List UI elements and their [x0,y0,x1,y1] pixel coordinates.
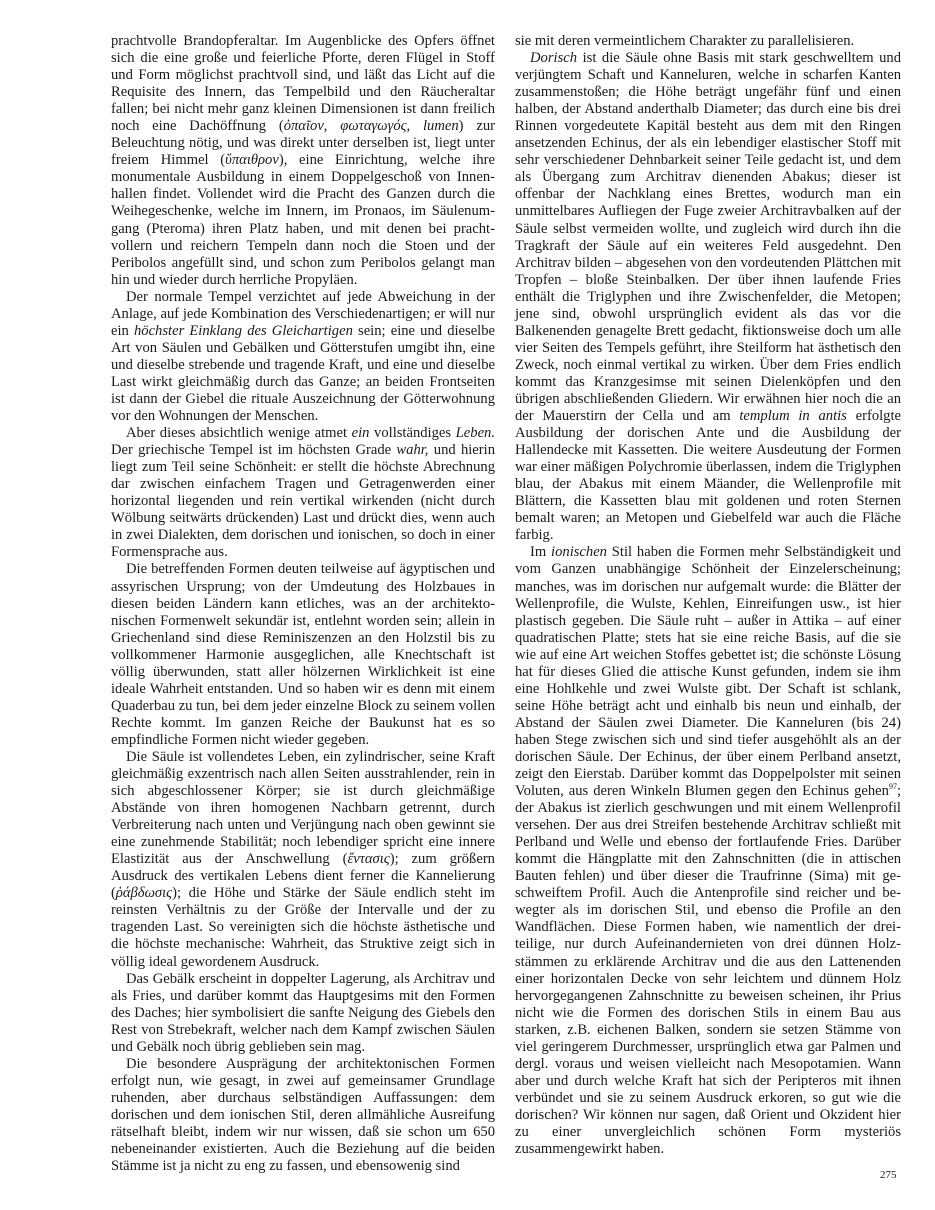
italic-run: ἔντασις [347,851,390,868]
footnote-ref: 97 [888,782,897,792]
italic-run: ionischen [551,544,607,561]
paragraph: Dorisch ist die Säule ohne Basis mit stark geschwelltem und verjüngtem Schaft und Kanneluren, welche in scharfen Kanten zusammenstoßen; die Höhe beträgt ungefähr fünf und einen halben, der Abstand anderthalb Diameter; das durch eine bis drei Rinnen vorgedeutete Kapitäl besteht aus dem mit den Ringen ansetzenden Echinus, der als ein lebendiger elastischer Stoff mit sehr verschiedener Dehnbarkeit seiner Teile gedacht ist, und dem als Übergang zum Architrav dienenden Abakus; dieser ist offenbar der Nachklang eines Brettes, wodurch man ein unmittelbares Aufliegen der Fuge zweier Architravbalken auf der Säule selbst vermeiden wollte, und zugleich wird durch ihn die Tragkraft der Säule auf ein weiteres Feld ausgedehnt. Den Architrav bilden – abgesehen von den vordeutenden Plättchen mit Tropfen – bloße Steinbalken. Der über ihnen laufende Fries enthält die Triglyphen und ihre Zwischenfelder, die Metopen; jene sind, obwohl ursprünglich evident als das vor die Balkenenden genagelte Brett gedacht, fiktionsweise doch um alle vier Seiten des Tempels geführt, ihre Steilform hat ästhetisch den Zweck, noch einmal vertikal zu wirken. Über dem Fries endlich kommt das Kranzgesimse mit seinen Dielenköpfen und den übrigen abschließenden Gliedern. Wir erwähnen hier noch die an der Mauerstirn der Cella und am templum in antis erfolgte Ausbildung der dorischen Ante und die Ausbildung der Hallendecke mit Kassetten. Die weitere Ausdeutung der Formen war einer mäßigen Polychromie überlassen, indem die Triglyphen blau, der Abakus mit einem Mäander, die Wellenprofile mit Blättern, die Kassetten blau mit goldenen und roten Sternen bemalt waren; an Metopen und Giebelfeld war auch die Fläche farbig. [515,50,902,544]
left-column [111,33,495,1175]
italic-run: Leben. [455,425,495,442]
italic-run: Dorisch [530,50,578,67]
right-column [515,33,901,1158]
italic-run: ὀπαῖον, φωταγωγός, lumen [283,118,459,135]
italic-run: ὕπαιθρον [225,152,279,169]
italic-run: wahr, [396,442,429,459]
paragraph: Der normale Tempel verzichtet auf jede Abweichung in der Anlage, auf jede Kombination des Verschiedenartigen; er will nur ein höchster Einklang des Gleichartigen sein; eine und dieselbe Art von Säulen und Gebälken und Götterstufen umgibt ihn, eine und dieselbe strebende und tragende Kraft, und eine und dieselbe Last wirkt gleichmäßig durch das Ganze; an beiden Frontseiten ist dann der Giebel die rituale Auszeichnung der Götterwohnung vor den Wohnungen der Menschen. [111,288,496,425]
italic-run: höchster Einklang des Gleichartigen [133,322,353,339]
paragraph: sie mit deren vermeintlichem Charakter zu parallelisieren. [515,33,855,49]
italic-run: ῥάβδωσις [115,885,173,902]
paragraph: Die besondere Ausprägung der architektonischen Formen erfolgt nun, wie gesagt, in zwei auf gemeinsamer Grundlage ruhenden, aber durchaus selbständigen Auffassungen: dem dorischen und dem ionischen Stil, deren allmähliche Ausreifung rätselhaft bleibt, indem wir nur wissen, daß sie schon um 650 nebeneinander existierten. Auch die Beziehung auf die beiden Stämme ist ja nicht zu eng zu fassen, und ebensowenig sind [111,1055,495,1175]
page-number: 275 [880,1169,897,1181]
italic-run: ein [351,425,370,442]
paragraph: Das Gebälk erscheint in doppelter Lagerung, als Architrav und als Fries, und darüber kommt das Hauptgesims mit den Formen des Daches; hier symbolisiert die sanfte Neigung des Giebels den Rest von Strebekraft, welcher nach dem Kampf zwischen Säulen und Gebälk noch übrig geblieben sein mag. [111,970,495,1055]
paragraph: prachtvolle Brandopferaltar. Im Augenblicke des Opfers öffnet sich die eine große und feierliche Pforte, deren Flügel in Stoff und Form möglichst prachtvoll sind, und läßt das Licht auf die Requisite des Innern, das Tempelbild und den Räucheraltar fallen; bei nicht mehr ganz kleinen Dimensionen ist dann freilich noch eine Dachöffnung (ὀπαῖον, φωταγωγός, lumen) zur Beleuchtung nötig, und was direkt unter derselben ist, liegt unter freiem Himmel (ὕπαιθρον), eine Einrichtung, welche ihre monumentale Ausbildung in einem Doppelgeschoß von Innenhallen findet. Vollendet wird die Pracht des Ganzen durch die Weihegeschenke, welche im Innern, im Pronaos, im Säulenumgang (Pteroma) ihren Platz haben, und mit denen bei prachtvollern und reichern Tempeln dann noch die Stoen und der Peribolos angefüllt sind, und schon zum Peribolos gelangt man hin und wieder durch herrliche Propyläen. [111,33,495,288]
paragraph: Die betreffenden Formen deuten teilweise auf ägyptischen und assyrischen Ursprung; von der Umdeutung des Holzbaues in diesen beiden Ländern kann etliches, was an der architektonischen Formenwelt sekundär ist, entlehnt worden sein; allein in Griechenland sind diese Reminiszenzen an den Holzstil bis zu vollkommener Harmonie ausgeglichen, alle Knechtschaft ist völlig überwunden, statt aller hölzernen Wirklichkeit ist eine ideale Wahrheit entstanden. Und so haben wir es denn mit einem Quaderbau zu tun, bei dem jeder einzelne Block zu seinem vollen Rechte kommt. Im ganzen Reiche der Baukunst hat es so empfindliche Formen nicht wieder gegeben. [111,561,495,748]
paragraph: Die Säule ist vollendetes Leben, ein zylindrischer, seine Kraft gleichmäßig exzentrisch nach allen Seiten ausstrahlender, rein in sich abgeschlossener Körper; sie ist durch gleichmäßige Abstände von ihren homogenen Nachbarn getrennt, durch Verbreiterung nach unten und Verjüngung nach oben gewinnt sie eine zunehmende Stabilität; noch lebendiger spricht eine innere Elastizität aus der Anschwellung (ἔντασις); zum größern Ausdruck des vertikalen Lebens dient ferner die Kannelierung (ῥάβδωσις); die Höhe und Stärke der Säule endlich steht im reinsten Verhältnis zu der Größe der Intervalle und der zu tragenden Last. So vereinigten sich die höchste ästhetische und die höchste mechanische: Wahrheit, das Struktive zeigt sich in völlig ideal gewordenem Ausdruck. [111,748,495,970]
paragraph: Im ionischen Stil haben die Formen mehr Selbständigkeit und vom Ganzen unabhängige Schönheit der Einzelerscheinung; manches, was im dorischen nur aufgemalt wurde: die Blätter der Wellenprofile, die Wulste, Kehlen, Einreifungen usw., ist hier plastisch gegeben. Die Säule ruht – außer in Attika – auf einer quadratischen Platte; stets hat sie eine reiche Basis, auf die sie wie auf eine Art weichen Stoffes gebettet ist; die schönste Lösung hat für dieses Glied die attische Kunst gefunden, indem sie ihm eine Hohlkehle und zwei Wulste gibt. Der Schaft ist schlank, seine Höhe beträgt acht und einhalb bis neun und einhalb, der Abstand der Säulen zwei Diameter. Die Kanneluren (bis 24) haben Stege zwischen sich und sind tiefer ausgehöhlt als an der dorischen Säule. Der Echinus, der über einem Perlband ansetzt, zeigt den Eierstab. Darüber kommt das Doppelpolster mit seinen Voluten, aus deren Winkeln Blumen gegen den Echinus gehen$^{97}$; der Abakus ist zierlich geschwungen und mit einem Wellenprofil versehen. Der aus drei Streifen bestehende Architrav schließt mit Perlband und Welle und ebenso der fortlaufende Fries. Darüber kommt die Hängplatte mit den Zahnschnitten (die in attischen Bauten fehlen) und über dieser die Traufrinne (Sima) mit geschweiftem Profil. Auch die Antenprofile sind reicher und bewegter als im dorischen Stil, und ebenso die Profile an den Wandflächen. Diese Formen haben, wie namentlich der dreiteilige, nur durch Aufeinandernieten von drei dünnen Holzstämmen zu erklärende Architrav und die aus den Lattenenden einer horizontalen Decke von sehr leichtem und dünnem Holz hervorgegangenen Zahnschnitte zu beweisen scheinen, ihr Prius nicht wie die Formen des dorischen Stils in einem Bau aus starken, z.B. eichenen Balken, sondern sie setzen Stämme von viel geringerem Durchmesser, ursprünglich etwa gar Palmen und dergl. voraus und weisen vielleicht nach Mesopotamien. Wann aber und durch welche Kraft hat sich der Peripteros mit ihnen verbündet und sie zu seinem Ausdruck erkoren, so gut wie die dorischen? Wir können nur sagen, daß Orient und Okzident hier zu einer unvergleichlich schönen Form mysteriös zusammengewirkt haben. [515,544,901,1158]
paragraph: Aber dieses absichtlich wenige atmet ein vollständiges Leben. Der griechische Tempel ist im höchsten Grade wahr, und hierin liegt zum Teil seine Schönheit: er stellt die höchste Abrechnung dar zwischen einfachem Tragen und Getragenwerden einer horizontal liegenden und rein vertikal wirkenden (nicht durch Wölbung seitwärts drückenden) Last und drückt dies, wenn auch in zwei Dialekten, dem dorischen und ionischen, so doch in einer Formensprache aus. [111,425,495,561]
italic-run: templum in antis [739,408,847,425]
